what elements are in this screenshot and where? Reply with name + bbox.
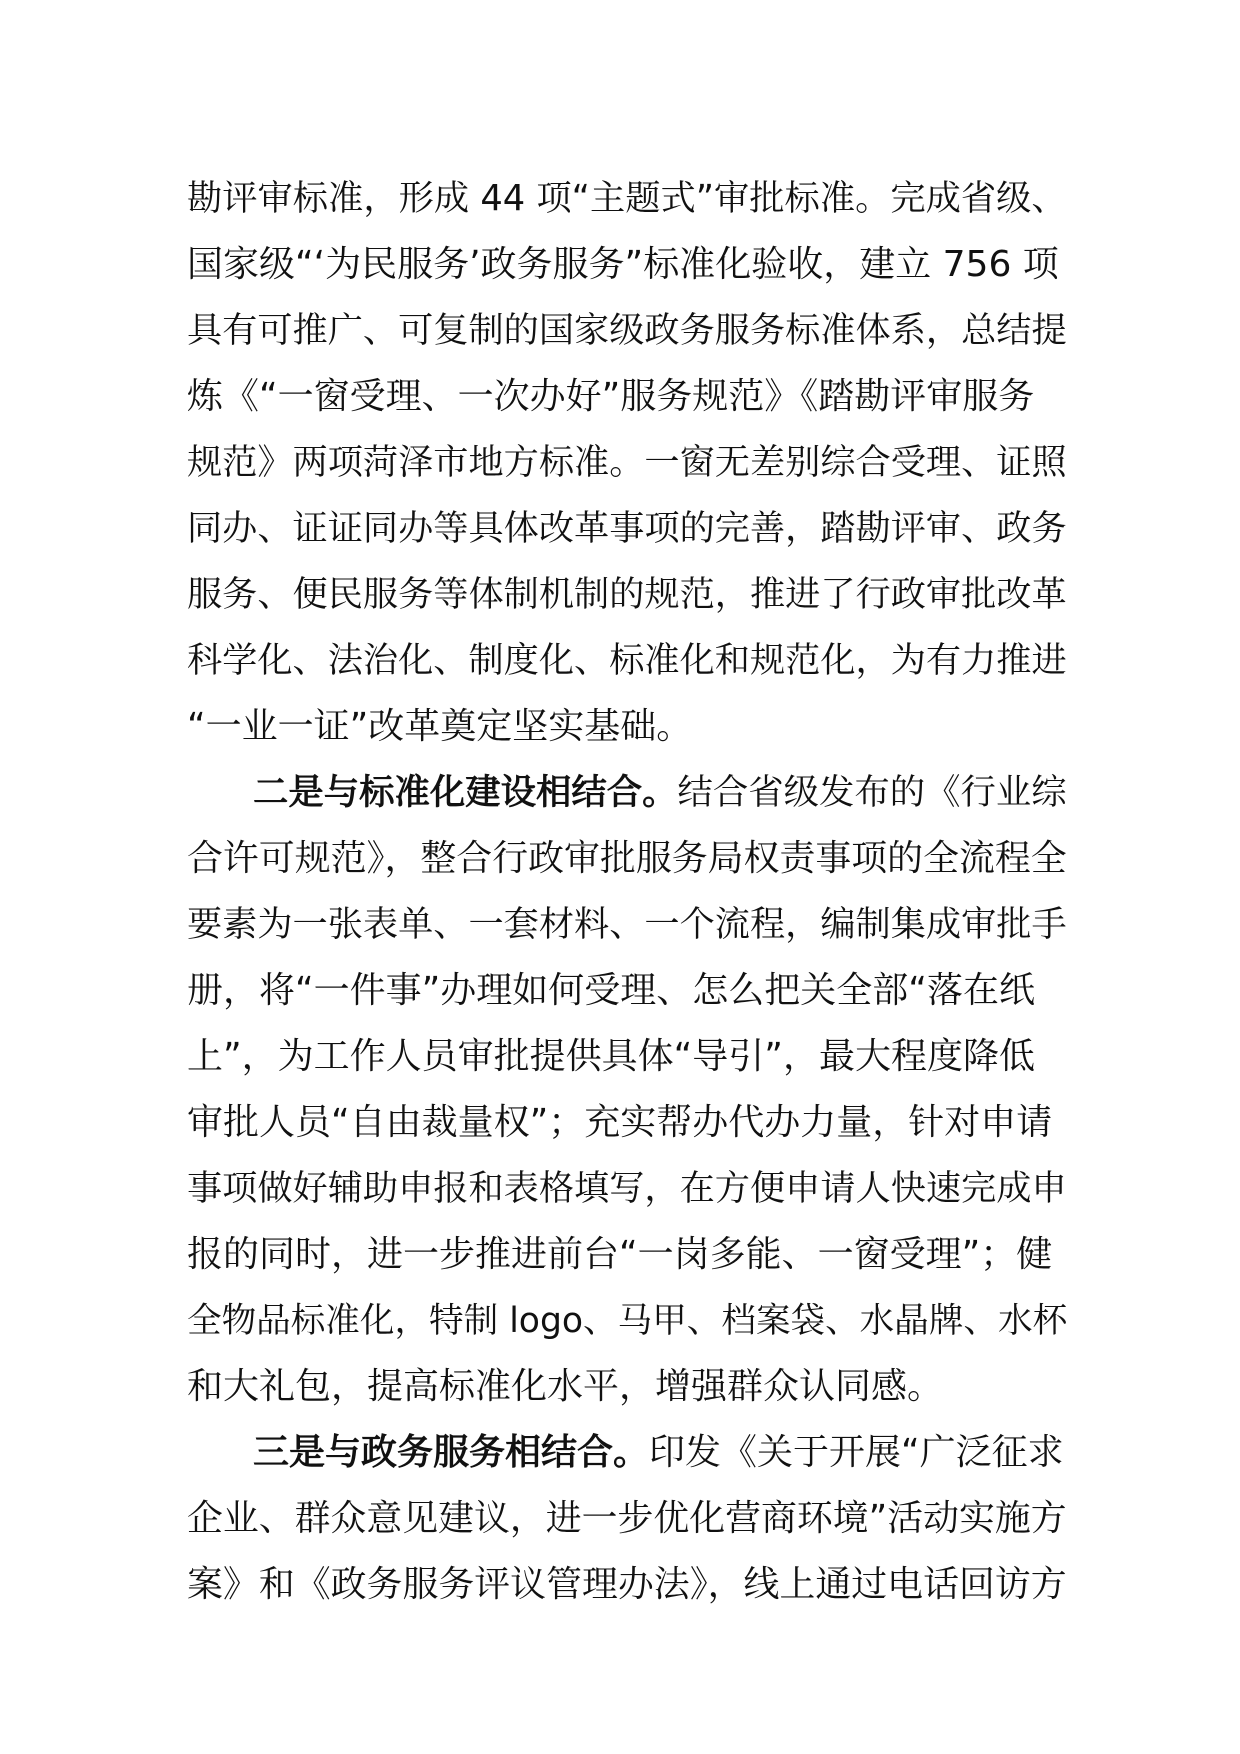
text-line: 勘评审标准，形成 44 项“主题式”审批标准。完成省级、 [187, 178, 1067, 219]
text-line: 具有可推广、可复制的国家级政务服务标准体系，总结提 [187, 310, 1067, 351]
text-line: 服务、便民服务等体制机制的规范，推进了行政审批改革 [187, 574, 1067, 615]
text-line: 科学化、法治化、制度化、标准化和规范化，为有力推进 [187, 640, 1067, 681]
text-line: 同办、证证同办等具体改革事项的完善，踏勘评审、政务 [187, 508, 1067, 549]
text-line: 规范》两项菏泽市地方标准。一窗无差别综合受理、证照 [187, 442, 1067, 483]
text-line: 合许可规范》，整合行政审批服务局权责事项的全流程全 [187, 838, 1067, 879]
text-line: 报的同时，进一步推进前台“一岗多能、一窗受理”；健 [187, 1234, 1053, 1275]
paragraph-first-line [187, 760, 1067, 826]
text-line: 要素为一张表单、一套材料、一个流程，编制集成审批手 [187, 904, 1067, 945]
text-line: 炼《“一窗受理、一次办好”服务规范》《踏勘评审服务 [187, 376, 1035, 417]
text-line: 案》和《政务服务评议管理办法》，线上通过电话回访方 [187, 1564, 1067, 1605]
text-run: 结合省级发布的《行业综 [677, 772, 1067, 813]
paragraph-first-line [187, 1420, 1067, 1486]
text-line: 全物品标准化，特制 logo、马甲、档案袋、水晶牌、水杯 [187, 1301, 1068, 1341]
text-line: 事项做好辅助申报和表格填写，在方便申请人快速完成申 [187, 1168, 1067, 1209]
paragraph-3 [187, 1420, 1067, 1618]
text-line: 册，将“一件事”办理如何受理、怎么把关全部“落在纸 [187, 970, 1035, 1011]
paragraph-heading: 二是与标准化建设相结合。 [253, 772, 678, 813]
text-line: 审批人员“自由裁量权”；充实帮办代办力量，针对申请 [187, 1102, 1053, 1143]
text-line: 国家级“‘为民服务’政务服务”标准化验收，建立 756 项 [187, 244, 1059, 285]
text-line: 上”，为工作人员审批提供具体“导引”，最大程度降低 [187, 1036, 1035, 1077]
paragraph-heading: 三是与政务服务相结合。 [253, 1432, 650, 1473]
text-line: “一业一证”改革奠定坚实基础。 [187, 706, 693, 747]
text-run: 印发《关于开展“广泛征求 [649, 1432, 1064, 1473]
text-line: 企业、群众意见建议，进一步优化营商环境”活动实施方 [187, 1498, 1067, 1539]
paragraph-1 [187, 166, 1067, 760]
document-body [187, 166, 1067, 1618]
text-line: 和大礼包，提高标准化水平，增强群众认同感。 [187, 1366, 944, 1407]
paragraph-2 [187, 760, 1067, 1420]
